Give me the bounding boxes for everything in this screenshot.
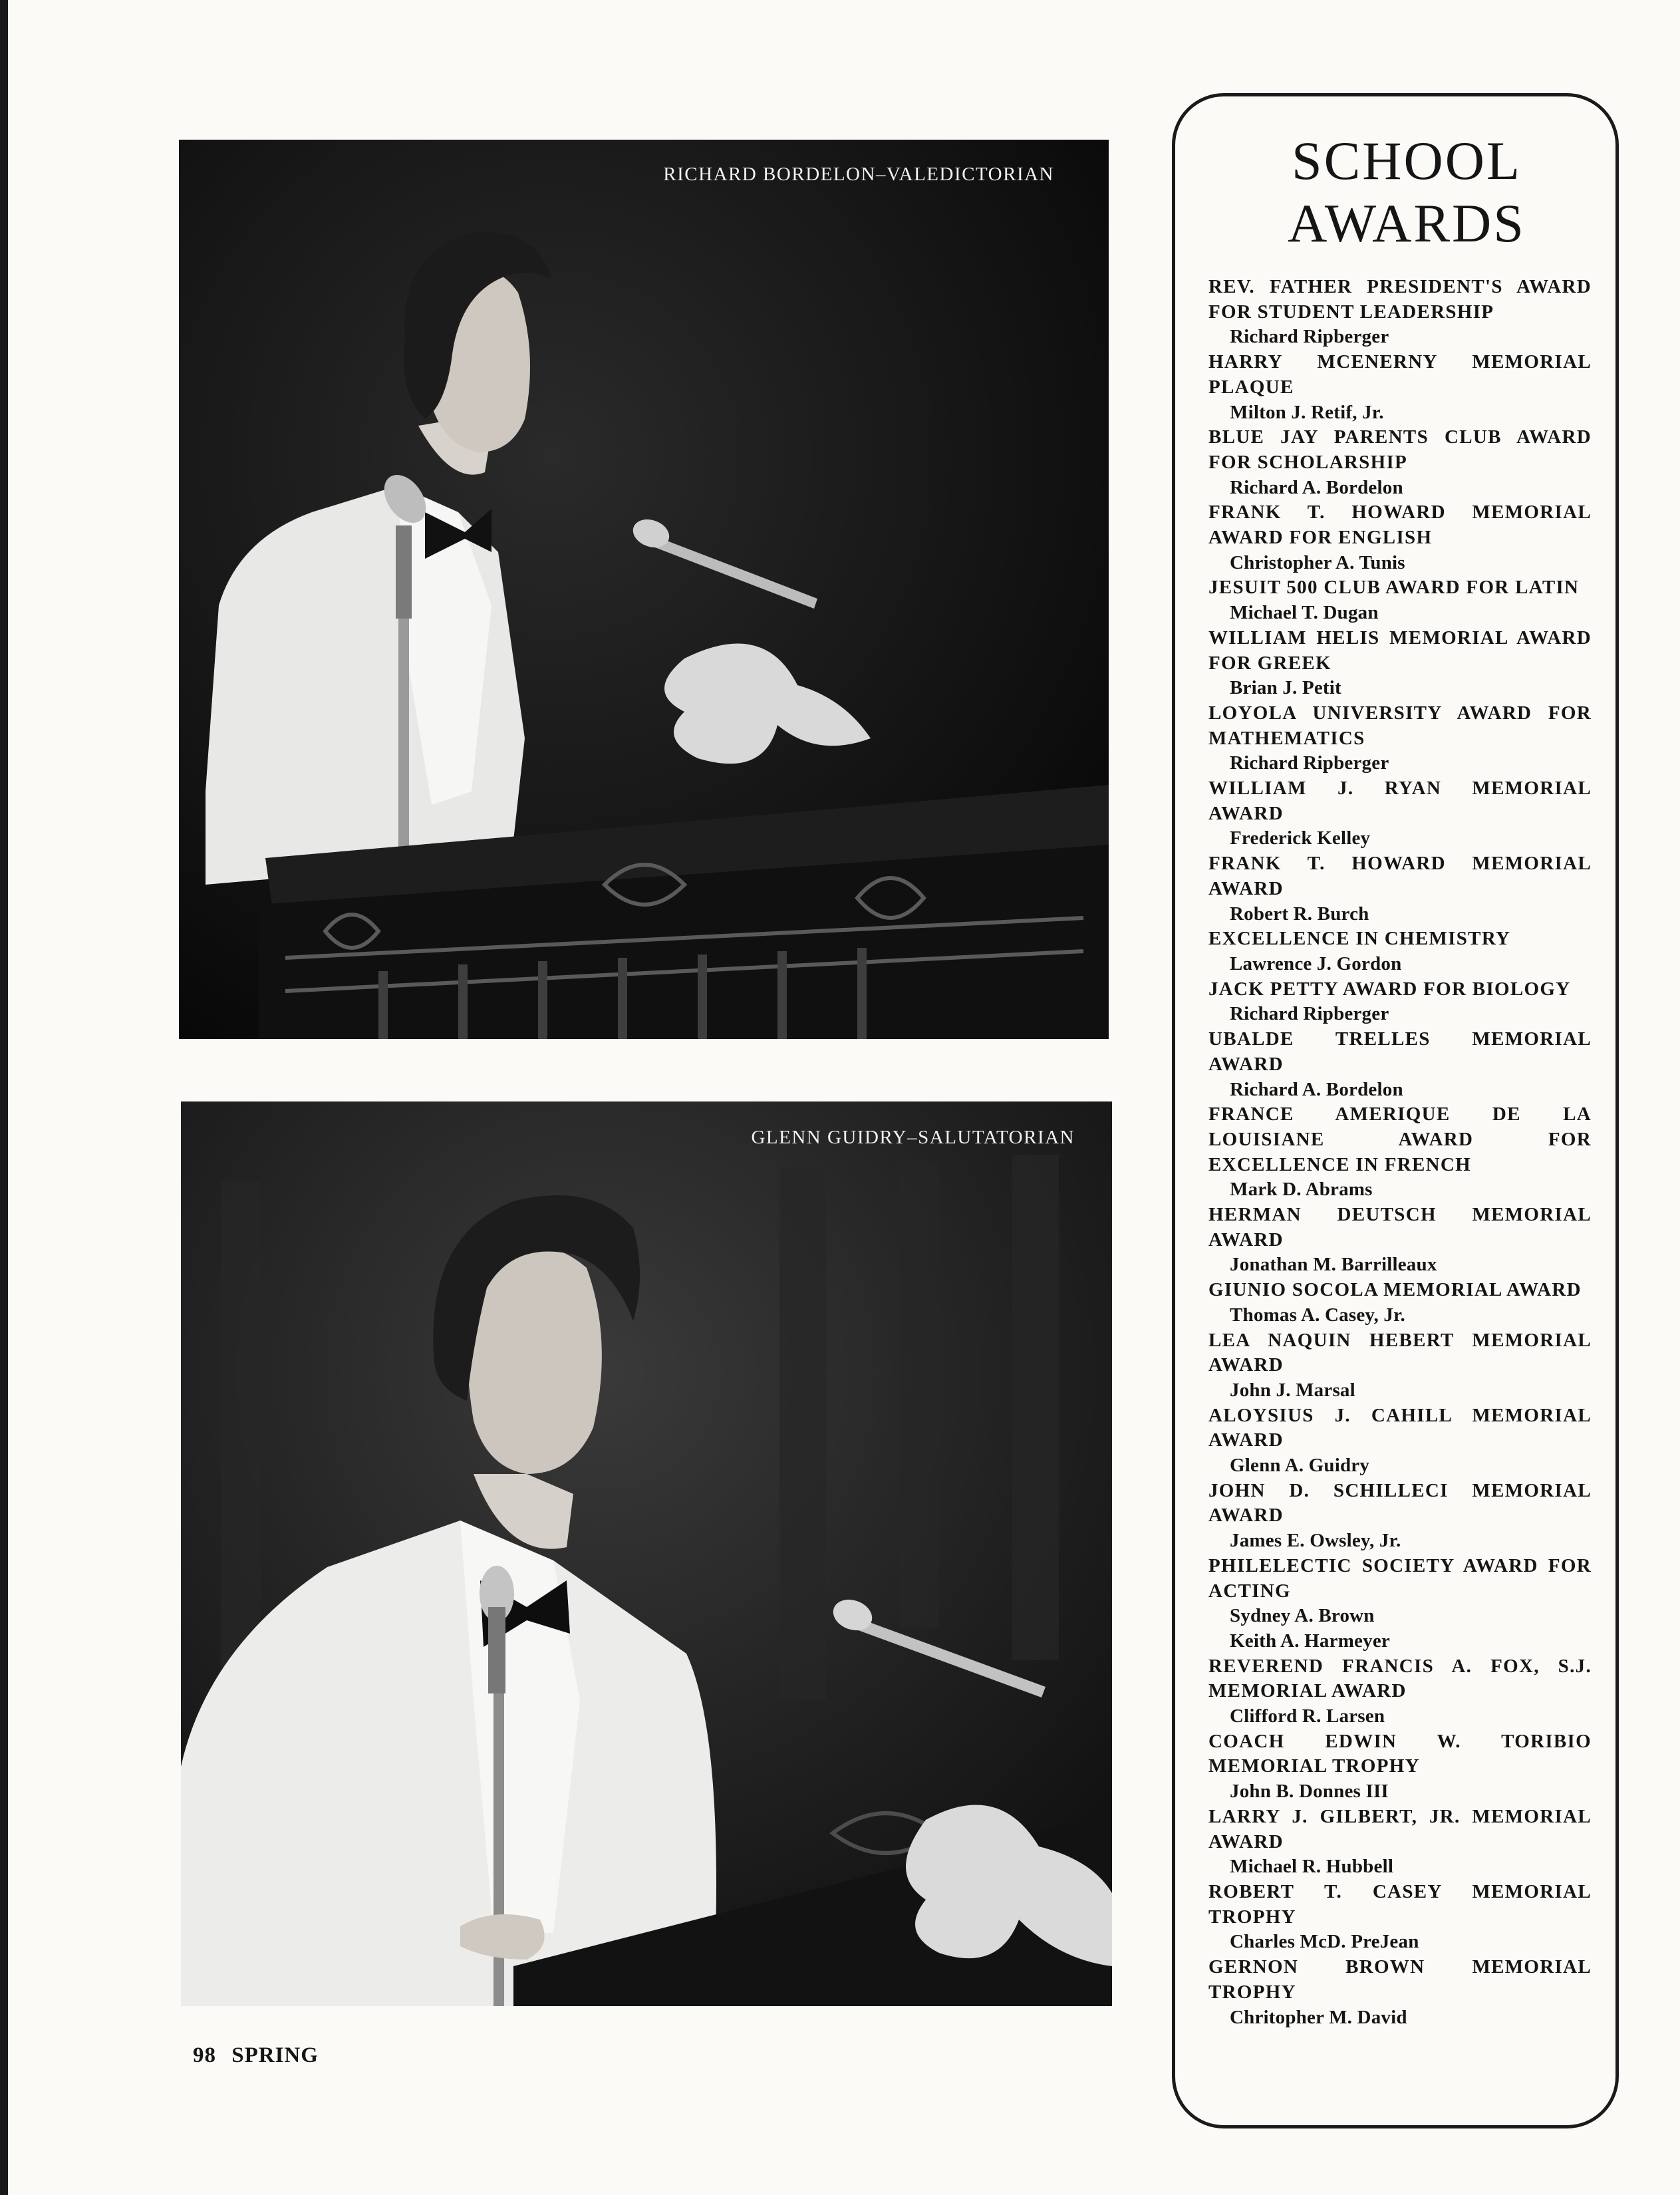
- award-name: GERNON BROWN MEMORIAL TROPHY: [1208, 1956, 1592, 2003]
- award-entry: [1208, 1479, 1592, 1554]
- awards-list: [1208, 275, 1592, 2030]
- valedictorian-caption: RICHARD BORDELON–VALEDICTORIAN: [663, 164, 1054, 185]
- award-recipient: Clifford R. Larsen: [1230, 1705, 1385, 1727]
- award-name: JOHN D. SCHILLECI MEMORIAL AWARD: [1208, 1479, 1592, 1527]
- award-recipient: Richard Ripberger: [1230, 326, 1389, 348]
- award-name: UBALDE TRELLES MEMORIAL AWARD: [1208, 1028, 1592, 1075]
- award-entry: [1208, 1729, 1592, 1805]
- award-recipient: John B. Donnes III: [1230, 1781, 1389, 1803]
- award-recipient: James E. Owsley, Jr.: [1230, 1530, 1401, 1552]
- award-name: LOYOLA UNIVERSITY AWARD FOR MATHEMATICS: [1208, 702, 1592, 749]
- award-entry: [1208, 626, 1592, 701]
- award-recipient: Glenn A. Guidry: [1230, 1455, 1370, 1477]
- award-name: LARRY J. GILBERT, JR. MEMORIAL AWARD: [1208, 1805, 1592, 1852]
- award-recipient: Milton J. Retif, Jr.: [1230, 401, 1384, 423]
- award-name: ALOYSIUS J. CAHILL MEMORIAL AWARD: [1208, 1404, 1592, 1451]
- school-awards-panel: [1172, 93, 1619, 2128]
- award-recipient: Mark D. Abrams: [1230, 1179, 1373, 1201]
- award-entry: [1208, 1278, 1592, 1328]
- award-entry: [1208, 1955, 1592, 2030]
- award-entry: [1208, 927, 1592, 976]
- page-footer: [193, 2043, 319, 2068]
- award-recipient: Frederick Kelley: [1230, 827, 1371, 849]
- award-recipient: Brian J. Petit: [1230, 677, 1341, 699]
- award-entry: [1208, 275, 1592, 350]
- award-recipient: Robert R. Burch: [1230, 903, 1369, 925]
- award-recipient: Michael R. Hubbell: [1230, 1856, 1394, 1878]
- award-entry: [1208, 575, 1592, 625]
- award-recipient: John J. Marsal: [1230, 1379, 1355, 1401]
- award-recipient: Keith A. Harmeyer: [1230, 1630, 1390, 1652]
- award-recipient: Thomas A. Casey, Jr.: [1230, 1304, 1405, 1326]
- award-recipient: Lawrence J. Gordon: [1230, 952, 1402, 974]
- award-recipient: Sydney A. Brown: [1230, 1605, 1375, 1627]
- award-recipient: Richard Ripberger: [1230, 1003, 1389, 1025]
- award-recipient: Chritopher M. David: [1230, 2006, 1407, 2028]
- page-number: 98: [193, 2043, 216, 2067]
- award-name: HERMAN DEUTSCH MEMORIAL AWARD: [1208, 1204, 1592, 1250]
- valedictorian-photo-illustration: [179, 140, 1109, 1039]
- award-entry: [1208, 1654, 1592, 1729]
- award-recipient: Michael T. Dugan: [1230, 602, 1379, 624]
- award-entry: [1208, 350, 1592, 425]
- award-entry: [1208, 776, 1592, 851]
- award-name: GIUNIO SOCOLA MEMORIAL AWARD: [1208, 1279, 1582, 1301]
- award-recipient: Richard A. Bordelon: [1230, 1078, 1403, 1100]
- award-name: ROBERT T. CASEY MEMORIAL TROPHY: [1208, 1881, 1592, 1928]
- school-awards-title: [1208, 130, 1592, 255]
- award-name: HARRY MCENERNY MEMORIAL PLAQUE: [1208, 351, 1592, 398]
- award-name: WILLIAM HELIS MEMORIAL AWARD FOR GREEK: [1208, 627, 1592, 674]
- award-entry: [1208, 1203, 1592, 1278]
- school-awards-title-line1: SCHOOL: [1291, 130, 1522, 191]
- award-entry: [1208, 851, 1592, 927]
- salutatorian-photo-illustration: [181, 1101, 1112, 2006]
- award-entry: [1208, 1554, 1592, 1654]
- award-entry: [1208, 701, 1592, 776]
- salutatorian-caption: GLENN GUIDRY–SALUTATORIAN: [751, 1127, 1075, 1148]
- award-recipient: Jonathan M. Barrilleaux: [1230, 1254, 1437, 1276]
- award-recipient: Charles McD. PreJean: [1230, 1931, 1419, 1953]
- page-spine-edge: [0, 0, 8, 2195]
- award-recipient: Richard A. Bordelon: [1230, 476, 1403, 498]
- award-name: JACK PETTY AWARD FOR BIOLOGY: [1208, 978, 1571, 1000]
- school-awards-title-line2: AWARDS: [1288, 193, 1526, 253]
- award-name: FRANK T. HOWARD MEMORIAL AWARD: [1208, 853, 1592, 899]
- award-name: REV. FATHER PRESIDENT'S AWARD FOR STUDENT LEADERSHIP: [1208, 276, 1592, 323]
- award-entry: [1208, 425, 1592, 500]
- award-recipient: Christopher A. Tunis: [1230, 551, 1405, 573]
- award-name: WILLIAM J. RYAN MEMORIAL AWARD: [1208, 778, 1592, 824]
- award-entry: [1208, 1880, 1592, 1955]
- award-name: FRANCE AMERIQUE DE LA LOUISIANE AWARD FOR EXCELLENCE IN FRENCH: [1208, 1103, 1592, 1175]
- section-name: SPRING: [231, 2043, 319, 2067]
- award-name: FRANK T. HOWARD MEMORIAL AWARD FOR ENGLISH: [1208, 502, 1592, 549]
- award-name: LEA NAQUIN HEBERT MEMORIAL AWARD: [1208, 1329, 1592, 1376]
- award-entry: [1208, 1805, 1592, 1880]
- award-name: COACH EDWIN W. TORIBIO MEMORIAL TROPHY: [1208, 1730, 1592, 1777]
- award-entry: [1208, 1403, 1592, 1479]
- award-name: BLUE JAY PARENTS CLUB AWARD FOR SCHOLARSHIP: [1208, 426, 1592, 473]
- salutatorian-photo: [181, 1101, 1112, 2006]
- award-entry: [1208, 1102, 1592, 1203]
- award-entry: [1208, 1328, 1592, 1403]
- award-name: REVEREND FRANCIS A. FOX, S.J. MEMORIAL AWARD: [1208, 1655, 1592, 1702]
- award-entry: [1208, 500, 1592, 575]
- award-name: PHILELECTIC SOCIETY AWARD FOR ACTING: [1208, 1554, 1592, 1602]
- award-name: JESUIT 500 CLUB AWARD FOR LATIN: [1208, 577, 1580, 599]
- valedictorian-photo: [179, 140, 1109, 1039]
- award-recipient: Richard Ripberger: [1230, 752, 1389, 774]
- award-entry: [1208, 977, 1592, 1027]
- award-entry: [1208, 1027, 1592, 1102]
- award-name: EXCELLENCE IN CHEMISTRY: [1208, 928, 1511, 950]
